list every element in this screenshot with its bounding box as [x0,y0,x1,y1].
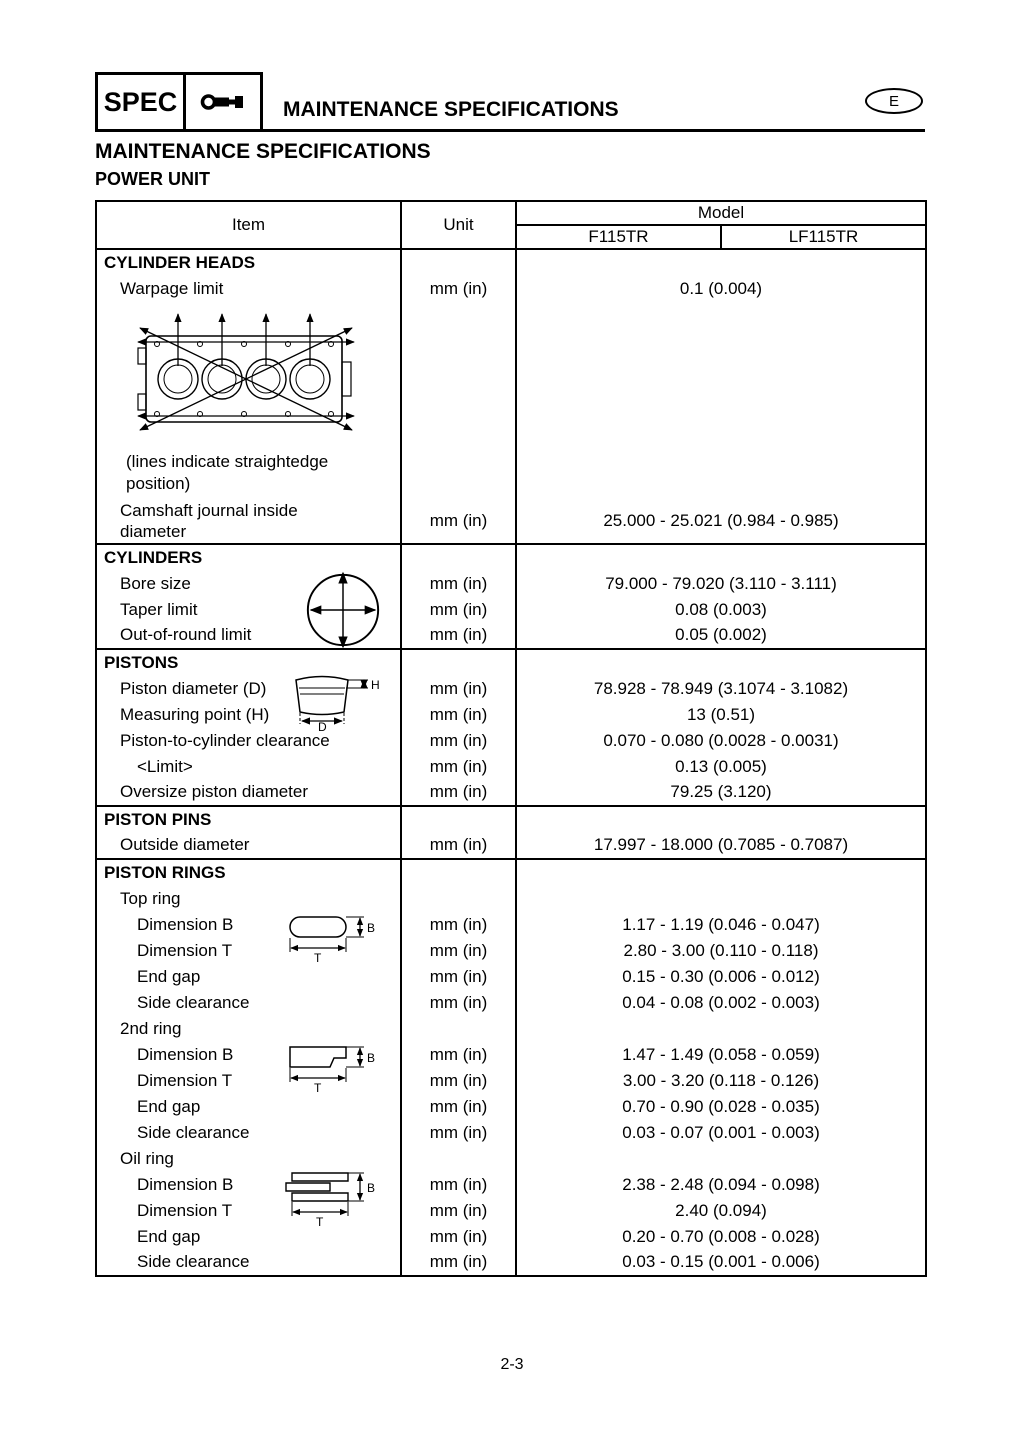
unit-cell: mm (in) [401,754,516,780]
item-cell [96,1016,401,1042]
value-cell: 0.03 - 0.07 (0.001 - 0.003) [622,1122,820,1142]
value-cell: 0.15 - 0.30 (0.006 - 0.012) [622,966,820,986]
item-label: End gap [137,1096,201,1116]
item-cell [96,806,401,833]
unit-cell: mm (in) [401,597,516,623]
unit-cell: mm (in) [401,676,516,702]
table-row [96,702,926,728]
table-row [96,544,926,571]
table-row [96,1042,926,1068]
value-cell: 0.070 - 0.080 (0.0028 - 0.0031) [603,730,839,750]
spec-table-head [96,201,926,249]
item-label: End gap [137,966,201,986]
language-badge [865,88,923,114]
value-cell: 0.05 (0.002) [675,625,767,644]
value-cell: 2.80 - 3.00 (0.110 - 0.118) [623,940,819,960]
col-header-item: Item [96,201,401,249]
table-row [96,780,926,806]
value-cell: 17.997 - 18.000 (0.7085 - 0.7087) [593,835,849,854]
item-cell [96,1224,401,1250]
item-label: Measuring point (H) [120,704,270,724]
item-cell [96,302,401,500]
unit-cell [401,859,516,886]
unit-cell: mm (in) [401,780,516,806]
item-label: Side clearance [137,992,250,1012]
item-cell [96,597,401,623]
unit-cell: mm (in) [401,912,516,938]
spec-table [95,200,927,1277]
figure-note: (lines indicate straightedge position) [126,452,329,494]
value-cell: 2.40 (0.094) [675,1200,767,1220]
value-cell: 3.00 - 3.20 (0.118 - 0.126) [622,1070,820,1090]
table-row [96,302,926,500]
section-label: PISTONS [104,652,179,672]
value-cell [516,806,926,833]
unit-cell: mm (in) [401,276,516,302]
item-label: Dimension T [137,940,233,960]
unit-cell: mm (in) [401,833,516,859]
item-cell [96,938,401,964]
item-label: Camshaft journal inside diameter [120,501,298,542]
value-cell [516,249,926,276]
table-row [96,1016,926,1042]
unit-cell: mm (in) [401,964,516,990]
svg-text:D: D [318,719,327,732]
svg-text:B: B [367,1050,376,1065]
value-cell: 0.20 - 0.70 (0.008 - 0.028) [622,1226,820,1246]
svg-text:B: B [367,1180,376,1195]
table-row [96,806,926,833]
value-cell: 0.13 (0.005) [675,756,767,776]
table-row [96,912,926,938]
item-cell [96,859,401,886]
table-row [96,938,926,964]
unit-cell: mm (in) [401,1042,516,1068]
unit-cell: mm (in) [401,1172,516,1198]
page-title: MAINTENANCE SPECIFICATIONS [95,140,431,163]
table-row [96,1068,926,1094]
value-cell [516,649,926,676]
value-cell [516,302,926,500]
table-row [96,649,926,676]
value-cell: 79.25 (3.120) [670,782,772,801]
value-cell: 2.38 - 2.48 (0.094 - 0.098) [622,1174,820,1194]
item-label: <Limit> [137,756,193,776]
item-cell [96,1120,401,1146]
item-label: Warpage limit [120,279,224,299]
svg-text:H: H [371,677,380,692]
item-cell [96,623,401,649]
language-badge-letter: E [888,92,899,110]
value-cell: 1.47 - 1.49 (0.058 - 0.059) [622,1044,820,1064]
value-cell: 0.70 - 0.90 (0.028 - 0.035) [622,1096,820,1116]
item-cell [96,1250,401,1276]
item-cell [96,1068,401,1094]
svg-text:B: B [367,920,376,935]
value-cell [516,859,926,886]
unit-cell: mm (in) [401,1094,516,1120]
item-cell [96,990,401,1016]
unit-cell [401,249,516,276]
item-label: Out-of-round limit [120,625,252,645]
unit-cell [401,806,516,833]
item-cell [96,276,401,302]
item-label: Dimension B [137,914,234,934]
table-row [96,1198,926,1224]
item-label: Oversize piston diameter [120,782,309,802]
value-cell [516,544,926,571]
item-cell [96,544,401,571]
unit-cell [401,302,516,500]
unit-cell: mm (in) [401,1120,516,1146]
section-label: CYLINDER HEADS [104,253,256,273]
item-label: Taper limit [120,599,198,619]
unit-cell [401,886,516,912]
item-label: Dimension T [137,1200,233,1220]
table-row [96,728,926,754]
svg-text:T: T [314,1080,322,1094]
col-header-model-lf115tr: LF115TR [721,225,926,249]
table-header-row-1 [96,201,926,225]
item-cell [96,728,401,754]
table-row [96,754,926,780]
value-cell: 79.000 - 79.020 (3.110 - 3.111) [605,573,837,593]
unit-cell [401,1146,516,1172]
value-cell: 0.03 - 0.15 (0.001 - 0.006) [622,1252,820,1271]
col-header-model: Model [516,201,926,225]
spec-tab [98,75,186,129]
unit-cell: mm (in) [401,500,516,544]
table-row [96,1146,926,1172]
item-label: Top ring [120,888,181,908]
table-row [96,597,926,623]
item-cell [96,500,401,544]
unit-cell: mm (in) [401,990,516,1016]
table-row [96,1120,926,1146]
table-row [96,249,926,276]
unit-cell [401,1016,516,1042]
value-cell: 0.08 (0.003) [675,599,767,619]
item-cell [96,833,401,859]
table-row [96,276,926,302]
table-row [96,500,926,544]
value-cell: 1.17 - 1.19 (0.046 - 0.047) [622,914,820,934]
col-header-unit: Unit [401,201,516,249]
section-label: PISTON PINS [104,809,212,829]
unit-cell: mm (in) [401,571,516,597]
item-label: Side clearance [137,1122,250,1142]
item-label: Piston diameter (D) [120,678,267,698]
table-row [96,964,926,990]
col-header-model-f115tr: F115TR [516,225,721,249]
table-row [96,1250,926,1276]
value-cell: 0.04 - 0.08 (0.002 - 0.003) [622,992,820,1012]
unit-cell [401,544,516,571]
header-title: MAINTENANCE SPECIFICATIONS [283,98,619,121]
item-cell [96,964,401,990]
value-cell: 0.1 (0.004) [679,279,763,298]
item-cell [96,886,401,912]
table-row [96,990,926,1016]
item-cell [96,249,401,276]
value-cell [516,1146,926,1172]
spec-table-body [96,249,926,1276]
unit-cell [401,649,516,676]
item-cell [96,754,401,780]
value-cell [516,1016,926,1042]
page-number: 2-3 [500,1356,524,1373]
item-label: Bore size [120,573,191,593]
svg-text:T: T [316,1214,324,1227]
item-cell [96,1094,401,1120]
svg-text:T: T [314,950,322,964]
table-row [96,1224,926,1250]
item-label: Piston-to-cylinder clearance [120,730,330,750]
table-row [96,676,926,702]
item-cell [96,571,401,597]
header-tab-boxes [95,72,263,132]
value-cell: 78.928 - 78.949 (3.1074 - 3.1082) [593,678,849,698]
table-row [96,886,926,912]
section-label: CYLINDERS [104,547,203,567]
header-rule [260,129,925,132]
item-cell [96,1198,401,1224]
spec-tab-label: SPEC [103,86,178,117]
table-row [96,1172,926,1198]
table-row [96,571,926,597]
value-cell: 13 (0.51) [686,704,756,724]
item-label: 2nd ring [120,1018,182,1038]
unit-cell: mm (in) [401,702,516,728]
item-label: End gap [137,1226,201,1246]
cylinder-head-diagram [130,306,400,448]
section-title: POWER UNIT [95,169,210,189]
item-cell [96,780,401,806]
table-row [96,1094,926,1120]
table-row [96,859,926,886]
value-cell [516,886,926,912]
item-cell [96,702,401,728]
item-label: Side clearance [137,1252,250,1272]
item-label: Dimension T [137,1070,233,1090]
unit-cell: mm (in) [401,1198,516,1224]
item-label: Outside diameter [120,835,250,855]
section-label: PISTON RINGS [104,862,226,882]
unit-cell: mm (in) [401,1224,516,1250]
unit-cell: mm (in) [401,623,516,649]
unit-cell: mm (in) [401,1250,516,1276]
page-header [95,72,925,132]
table-row [96,833,926,859]
item-label: Dimension B [137,1044,234,1064]
table-row [96,623,926,649]
tool-icon [186,75,260,129]
item-label: Oil ring [120,1148,174,1168]
unit-cell: mm (in) [401,938,516,964]
item-label: Dimension B [137,1174,234,1194]
unit-cell: mm (in) [401,728,516,754]
value-cell: 25.000 - 25.021 (0.984 - 0.985) [603,511,839,531]
unit-cell: mm (in) [401,1068,516,1094]
